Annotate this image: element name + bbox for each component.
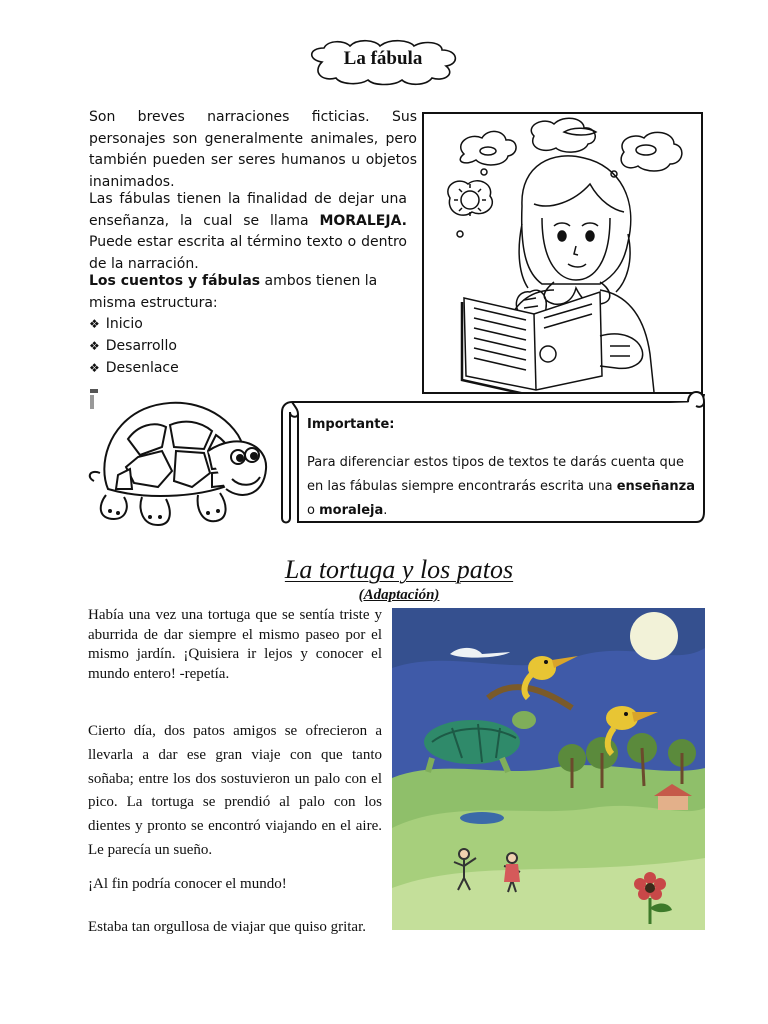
intro-definition: Son breves narraciones ficticias. Sus personajes son generalmente animales, pero también pueden ser seres humanos u objetos inanimados. xyxy=(89,109,417,190)
story-paragraph-4: Estaba tan orgullosa de viajar que quiso gritar. xyxy=(88,919,366,935)
diamond-bullet-icon: ❖ xyxy=(89,339,100,353)
painting-scene xyxy=(392,608,705,930)
intro-purpose: Las fábulas tienen la finalidad de dejar una enseñanza, la cual se llama MORALEJA. Puede estar escrita al término texto o dentro de la narración. xyxy=(89,191,407,272)
list-item: ❖ Desarrollo xyxy=(89,338,177,354)
moraleja-term: MORALEJA. xyxy=(319,212,407,229)
list-item: ❖ Inicio xyxy=(89,316,143,332)
intro-structure xyxy=(89,271,407,380)
story-paragraph-1: Había una vez una tortuga que se sentía triste y aburrida de dar siempre el mismo paseo por el mismo jardín. ¡Quisiera ir lejos y conocer el mundo entero! -repetía. xyxy=(88,607,382,682)
story-subtitle: (Adaptación) xyxy=(358,587,440,603)
diamond-bullet-icon: ❖ xyxy=(89,361,100,375)
turtle-drawing xyxy=(88,385,270,535)
story-title: La tortuga y los patos xyxy=(284,555,514,584)
turtle-illustration xyxy=(88,385,270,535)
list-item: ❖ Desenlace xyxy=(89,360,179,376)
importante-heading: Importante: xyxy=(307,417,395,432)
story-paragraph-3: ¡Al fin podría conocer el mundo! xyxy=(88,876,287,892)
page-title: La fábula xyxy=(343,48,423,69)
structure-list xyxy=(89,314,407,380)
story-paragraph-2: Cierto día, dos patos amigos se ofrecieron a llevarla a dar ese gran viaje con que tanto soñaba; entre los dos sostuvieron un palo con el pico. La tortuga se prendió al palo con los dientes y pronto se encontró viajando en el aire. Le parecía un sueño. xyxy=(88,723,382,858)
structure-sentence: Los cuentos y fábulas ambos tienen la misma estructura: xyxy=(89,273,378,311)
turtle-and-ducks-painting xyxy=(392,608,705,930)
importante-body: Para diferenciar estos tipos de textos te darás cuenta que en las fábulas siempre encontrarás escrita una enseñanza o moraleja. xyxy=(307,455,695,518)
girl-reading-drawing xyxy=(424,114,701,392)
girl-reading-illustration xyxy=(422,112,703,394)
diamond-bullet-icon: ❖ xyxy=(89,317,100,331)
